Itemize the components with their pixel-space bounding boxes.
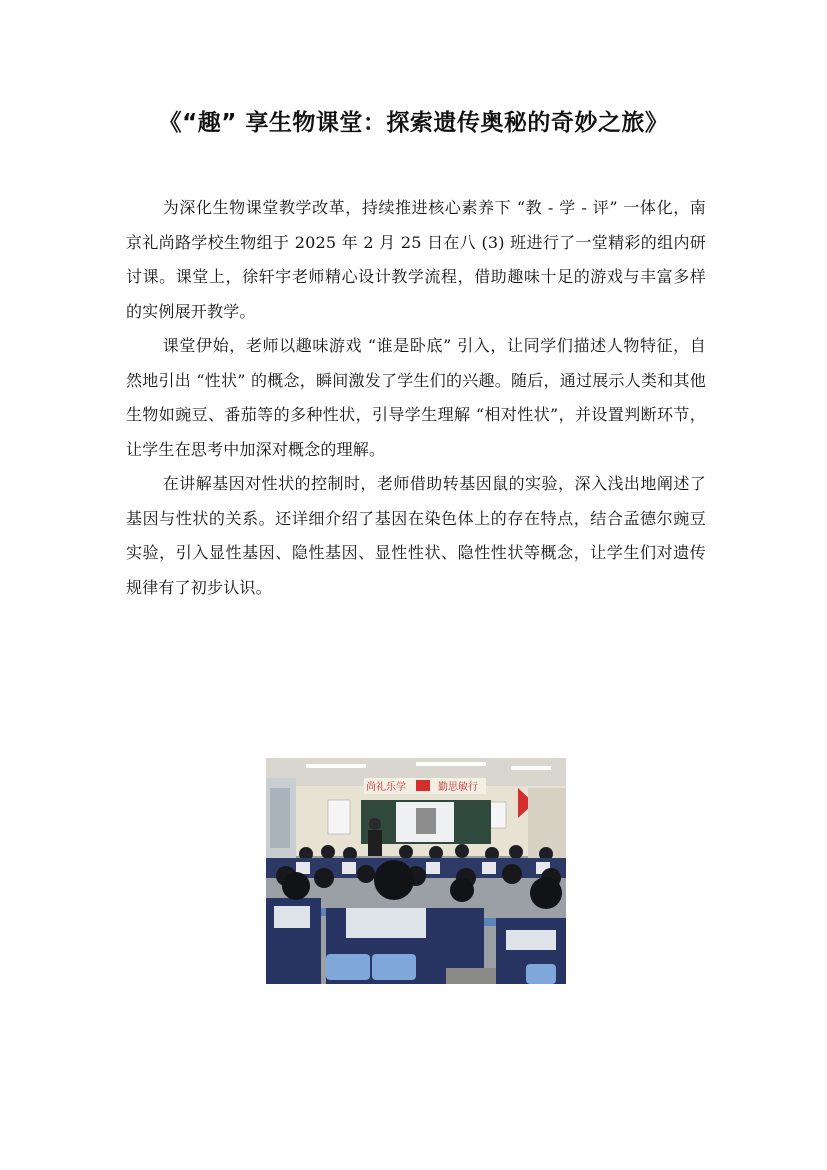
banner-right-text: 勤思敏行 — [438, 782, 478, 793]
page-title: 《“趣” 享生物课堂：探索遗传奥秘的奇妙之旅》 — [158, 110, 669, 136]
paragraph-genes: 在讲解基因对性状的控制时，老师借助转基因鼠的实验，深入浅出地阐述了基因与性状的关系。还详细介绍了基因在染色体上的存在特点，结合孟德尔豌豆实验，引入显性基因、隐性基因、显性性状、隐性性状等概念，让学生们对遗传规律有了初步认识。 — [126, 474, 706, 597]
banner-left-text: 尚礼乐学 — [366, 782, 406, 793]
classroom-photo — [266, 758, 566, 984]
paragraph-intro: 为深化生物课堂教学改革，持续推进核心素养下 “教 - 学 - 评” 一体化，南京礼尚路学校生物组于 2025 年 2 月 25 日在八 (3) 班进行了一堂精彩的组内研讨课。课堂上，徐轩宇老师精心设计教学流程，借助趣味十足的游戏与丰富多样的实例展开教学。 — [126, 198, 706, 321]
paragraph-game: 课堂伊始，老师以趣味游戏 “谁是卧底” 引入，让同学们描述人物特征，自然地引出 “性状” 的概念，瞬间激发了学生们的兴趣。随后，通过展示人类和其他生物如豌豆、番茄等的多种性状，引导学生理解 “相对性状”，并设置判断环节，让学生在思考中加深对概念的理解。 — [126, 336, 706, 459]
article-body — [126, 191, 706, 605]
